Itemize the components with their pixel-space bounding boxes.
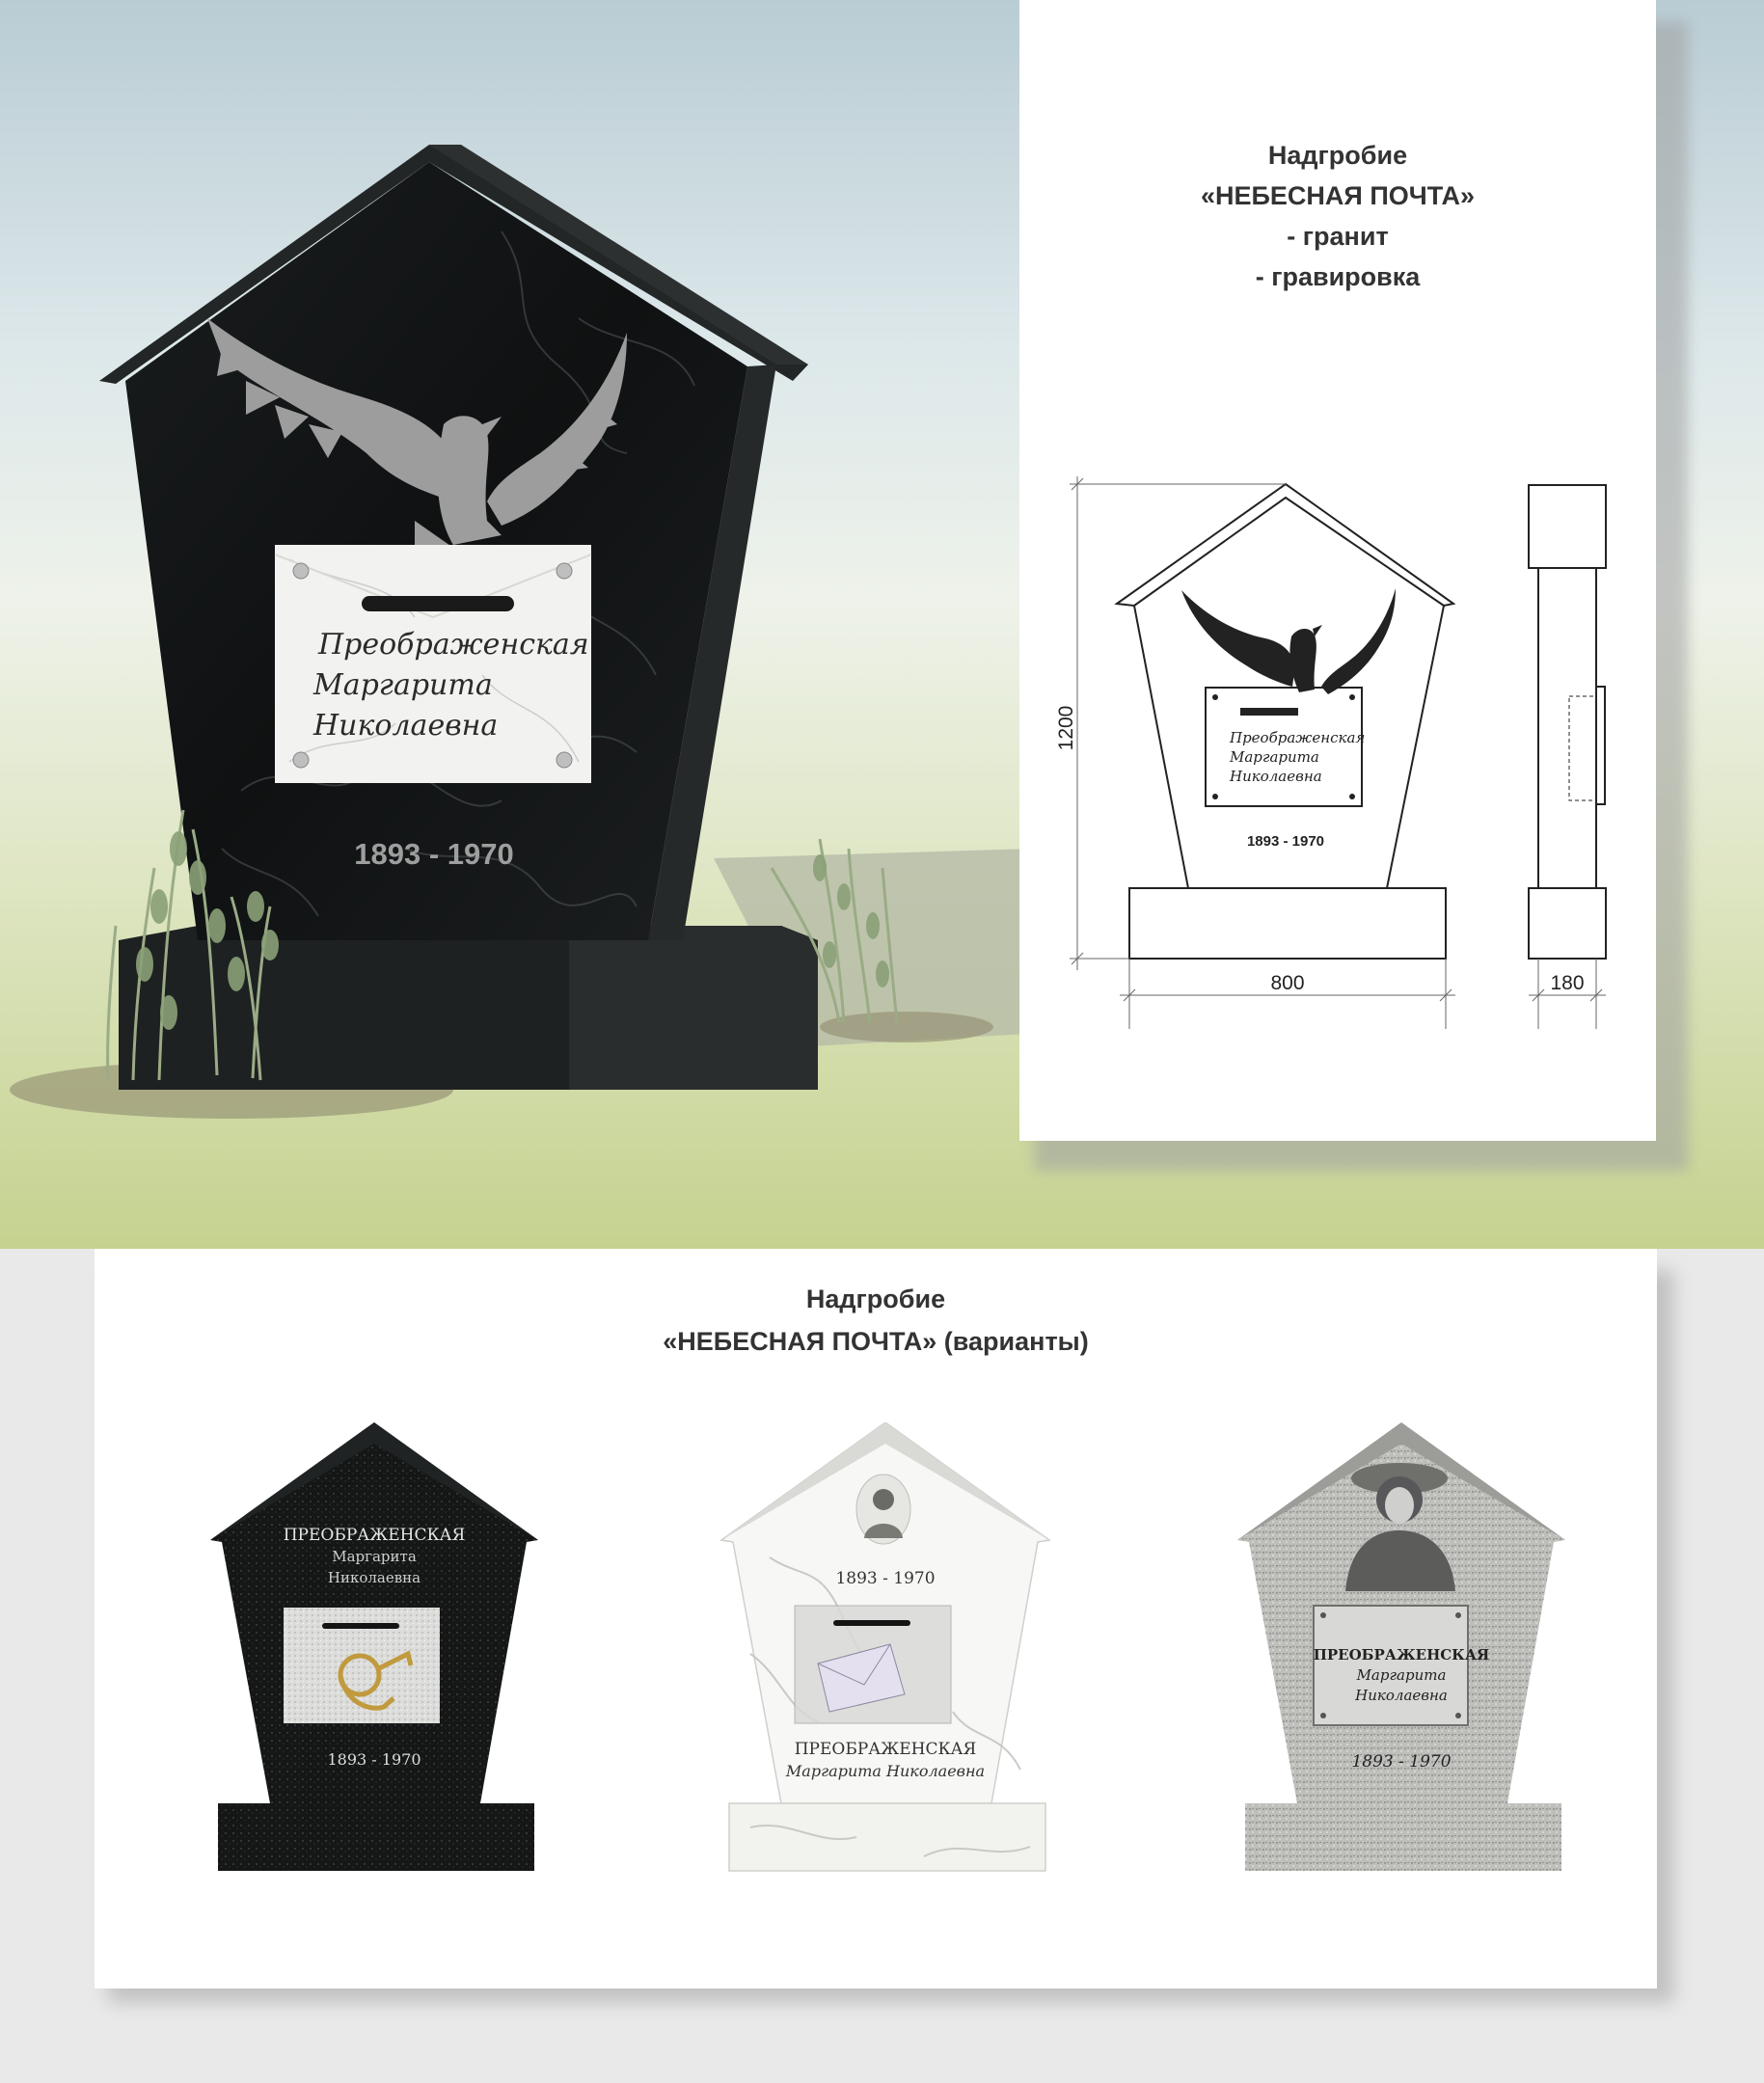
drawing-inscription: Николаевна — [1230, 768, 1322, 785]
mail-slot — [362, 596, 514, 611]
front-view-base — [1129, 888, 1446, 959]
tech-title-line: Надгробие — [1267, 141, 1408, 170]
variant-surname: ПРЕОБРАЖЕНСКАЯ — [1313, 1646, 1490, 1664]
dim-height: 1200 — [1055, 705, 1077, 751]
engraved-dates: 1893 - 1970 — [354, 837, 514, 871]
drawing-plaque — [1206, 688, 1362, 806]
variant-full-name: Маргарита Николаевна — [785, 1762, 986, 1780]
drawing-inscription: Маргарита — [1230, 748, 1319, 766]
portrait-head — [873, 1489, 894, 1510]
drawing-dates: 1893 - 1970 — [1246, 833, 1325, 850]
drawing-slot — [1241, 709, 1297, 715]
ground-soil — [820, 1012, 993, 1042]
side-view-base — [1529, 888, 1606, 959]
variant-first-name: Маргарита — [1356, 1666, 1447, 1684]
plaque-surname: Преображенская — [318, 628, 589, 662]
elevation-drawing — [1019, 0, 1656, 1141]
tech-title-line: - гравировка — [1255, 262, 1421, 291]
mail-slot — [322, 1623, 399, 1629]
variants-panel — [95, 1249, 1657, 1988]
plaque — [1314, 1606, 1468, 1725]
variant-white-marble — [712, 1422, 1059, 1905]
side-view-shaft — [1538, 568, 1596, 888]
stele-base — [218, 1803, 534, 1871]
technical-drawing-panel — [1019, 0, 1656, 1141]
front-view-outline — [1117, 484, 1453, 888]
tech-title-line: - гранит — [1287, 222, 1389, 251]
variant-first-name: Маргарита — [332, 1548, 417, 1565]
variant-grey-granite — [1228, 1422, 1575, 1905]
stele-base — [729, 1803, 1045, 1871]
plaque-patronymic: Николаевна — [313, 709, 499, 743]
variant-black-granite — [201, 1422, 548, 1905]
variant-surname: ПРЕОБРАЖЕНСКАЯ — [283, 1526, 466, 1545]
side-slot-hidden — [1569, 696, 1596, 800]
variant-dates: 1893 - 1970 — [327, 1750, 421, 1769]
variants-title-line: Надгробие — [805, 1285, 946, 1313]
variant-dates: 1893 - 1970 — [1351, 1752, 1452, 1772]
side-plaque — [1596, 687, 1605, 804]
roof-inner-line — [1134, 498, 1444, 606]
variant-surname: ПРЕОБРАЖЕНСКАЯ — [794, 1740, 977, 1759]
dove-icon — [1181, 588, 1396, 694]
plaque-first-name: Маргарита — [313, 668, 493, 702]
variant-patronymic: Николаевна — [327, 1569, 421, 1586]
mail-slot — [833, 1620, 910, 1626]
variant-patronymic: Николаевна — [1355, 1687, 1448, 1704]
stele-base — [1245, 1803, 1561, 1871]
dimension-lines — [1070, 476, 1606, 1029]
variants-title — [95, 1278, 1657, 1363]
monument-base-side — [569, 926, 818, 1090]
dim-width: 800 — [1270, 972, 1305, 994]
variant-dates: 1893 - 1970 — [835, 1569, 936, 1588]
variants-title-line: «НЕБЕСНАЯ ПОЧТА» (варианты) — [663, 1327, 1089, 1356]
tech-title-line: «НЕБЕСНАЯ ПОЧТА» — [1200, 181, 1476, 210]
side-view-top — [1529, 485, 1606, 568]
drawing-inscription: Преображенская — [1230, 729, 1366, 746]
dim-depth: 180 — [1550, 972, 1585, 994]
